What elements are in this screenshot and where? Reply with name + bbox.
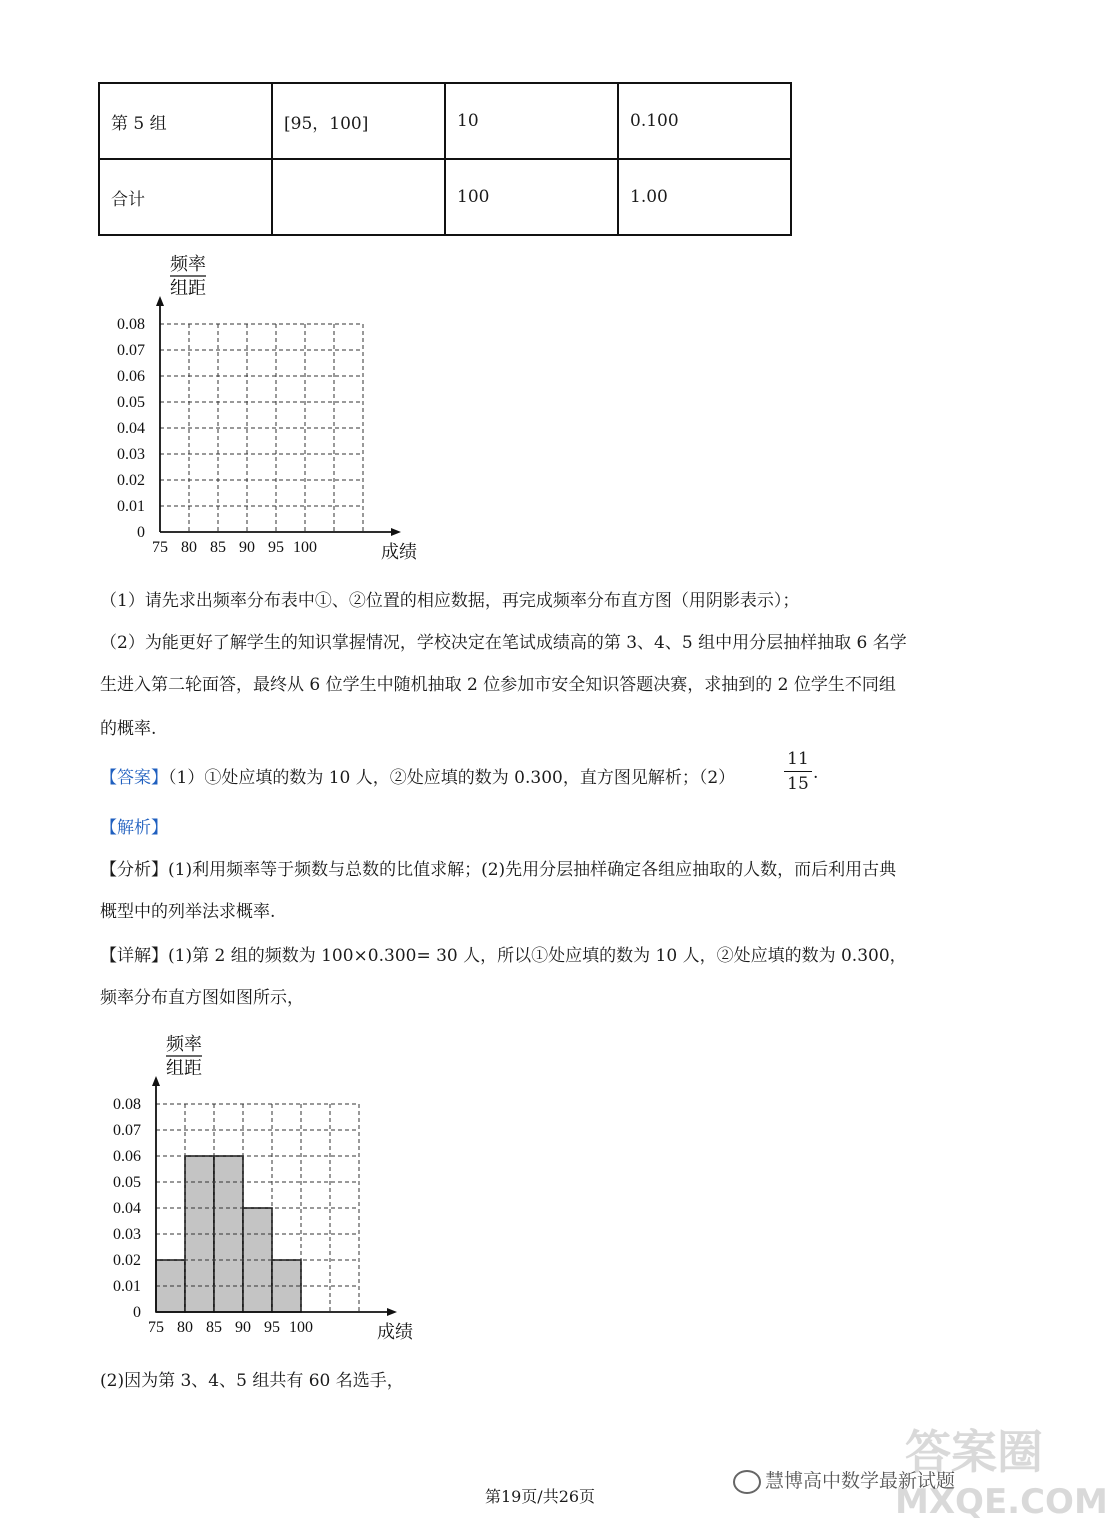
y-tick-label: 0.05 (117, 394, 145, 411)
y-axis-arrow (156, 296, 164, 306)
analysis-label: 【解析】 (100, 818, 168, 838)
fraction-denominator: 15 (787, 774, 809, 794)
answer-period: . (813, 763, 819, 783)
answer-text: （1）①处应填的数为 10 人，②处应填的数为 0.300，直方图见解析；（2） (168, 768, 736, 788)
empty-histogram-svg (90, 245, 430, 570)
page-footer: 第19页/共26页 (484, 1487, 596, 1506)
question-2-line-2: 生进入第二轮面答，最终从 6 位学生中随机抽取 2 位参加市安全知识答题决赛，求抽到的 2 位学生不同组 (100, 675, 896, 695)
answer-line (100, 763, 735, 788)
y-tick-label: 0.07 (117, 342, 145, 359)
detail-line-1 (100, 941, 907, 966)
y-tick-label: 0.06 (113, 1148, 141, 1165)
x-axis-label: 成绩 (381, 542, 417, 562)
y-axis-label-bottom: 组距 (166, 1058, 202, 1078)
x-tick-label: 95 (268, 539, 284, 556)
y-tick-label: 0 (137, 524, 145, 541)
y-tick-label: 0.06 (117, 368, 145, 385)
y-tick-label: 0.08 (117, 316, 145, 333)
wechat-icon (733, 1470, 761, 1494)
table-cell: 1.00 (618, 159, 791, 235)
frequency-table (98, 82, 792, 236)
y-tick-label: 0.01 (113, 1278, 141, 1295)
x-tick-label: 80 (177, 1319, 193, 1336)
x-tick-label: 100 (289, 1319, 313, 1336)
y-tick-label: 0 (133, 1304, 141, 1321)
part-2-text: (2)因为第 3、4、5 组共有 60 名选手， (100, 1371, 404, 1391)
y-tick-label: 0.04 (117, 420, 145, 437)
fenxi-line-2: 概型中的列举法求概率. (100, 902, 276, 922)
y-axis-label-top: 频率 (166, 1034, 202, 1054)
y-tick-label: 0.02 (113, 1252, 141, 1269)
table-row (99, 159, 791, 235)
x-tick-label: 80 (181, 539, 197, 556)
table-cell: 合计 (99, 159, 272, 235)
table-cell: 第 5 组 (99, 83, 272, 159)
y-axis-arrow (152, 1076, 160, 1086)
watermark-left-text: 慧博高中数学最新试题 (765, 1470, 956, 1492)
y-tick-label: 0.05 (113, 1174, 141, 1191)
y-tick-label: 0.03 (117, 446, 145, 463)
filled-histogram-svg (86, 1025, 426, 1350)
fenxi-line-1 (100, 855, 896, 880)
question-2-line-3: 的概率. (100, 719, 157, 739)
x-tick-label: 75 (152, 539, 168, 556)
x-axis-arrow (391, 528, 401, 536)
x-tick-label: 95 (264, 1319, 280, 1336)
filled-histogram (86, 1025, 426, 1355)
x-axis-label: 成绩 (377, 1322, 413, 1342)
y-tick-label: 0.04 (113, 1200, 141, 1217)
y-tick-label: 0.03 (113, 1226, 141, 1243)
x-tick-label: 85 (210, 539, 226, 556)
watermark-right: 答案圈 (905, 1425, 1043, 1479)
fraction-bar (784, 771, 812, 772)
detail-line-2: 频率分布直方图如图所示， (100, 988, 304, 1008)
fraction-numerator: 11 (787, 749, 809, 769)
y-tick-label: 0.01 (117, 498, 145, 515)
table-row (99, 83, 791, 159)
table-cell: 0.100 (618, 83, 791, 159)
y-tick-label: 0.08 (113, 1096, 141, 1113)
answer-fraction (784, 748, 812, 795)
y-axis-label-bottom: 组距 (170, 278, 206, 298)
table-cell (272, 159, 445, 235)
detail-text-1: (1)第 2 组的频数为 100×0.300= 30 人，所以①处应填的数为 10 人，②处应填的数为 0.300， (168, 946, 907, 966)
y-axis-label-top: 频率 (170, 254, 206, 274)
x-tick-label: 85 (206, 1319, 222, 1336)
table-cell: [95，100] (272, 83, 445, 159)
x-axis-arrow (387, 1308, 397, 1316)
y-tick-label: 0.07 (113, 1122, 141, 1139)
question-2-line-1: （2）为能更好了解学生的知识掌握情况，学校决定在笔试成绩高的第 3、4、5 组中用分层抽样抽取 6 名学 (100, 633, 907, 653)
answer-label: 【答案】 (100, 768, 168, 788)
detail-label: 【详解】 (100, 946, 168, 966)
table-cell: 10 (445, 83, 618, 159)
fenxi-label: 【分析】 (100, 860, 168, 880)
x-tick-label: 90 (239, 539, 255, 556)
x-tick-label: 90 (235, 1319, 251, 1336)
empty-histogram (90, 245, 430, 575)
x-tick-label: 75 (148, 1319, 164, 1336)
table-cell: 100 (445, 159, 618, 235)
y-tick-label: 0.02 (117, 472, 145, 489)
watermark-site: MXQE.COM (895, 1482, 1108, 1522)
x-tick-label: 100 (293, 539, 317, 556)
question-1: （1）请先求出频率分布表中①、②位置的相应数据，再完成频率分布直方图（用阴影表示）； (100, 591, 800, 611)
fenxi-text-1: (1)利用频率等于频数与总数的比值求解；(2)先用分层抽样确定各组应抽取的人数，而后利用古典 (168, 860, 897, 880)
